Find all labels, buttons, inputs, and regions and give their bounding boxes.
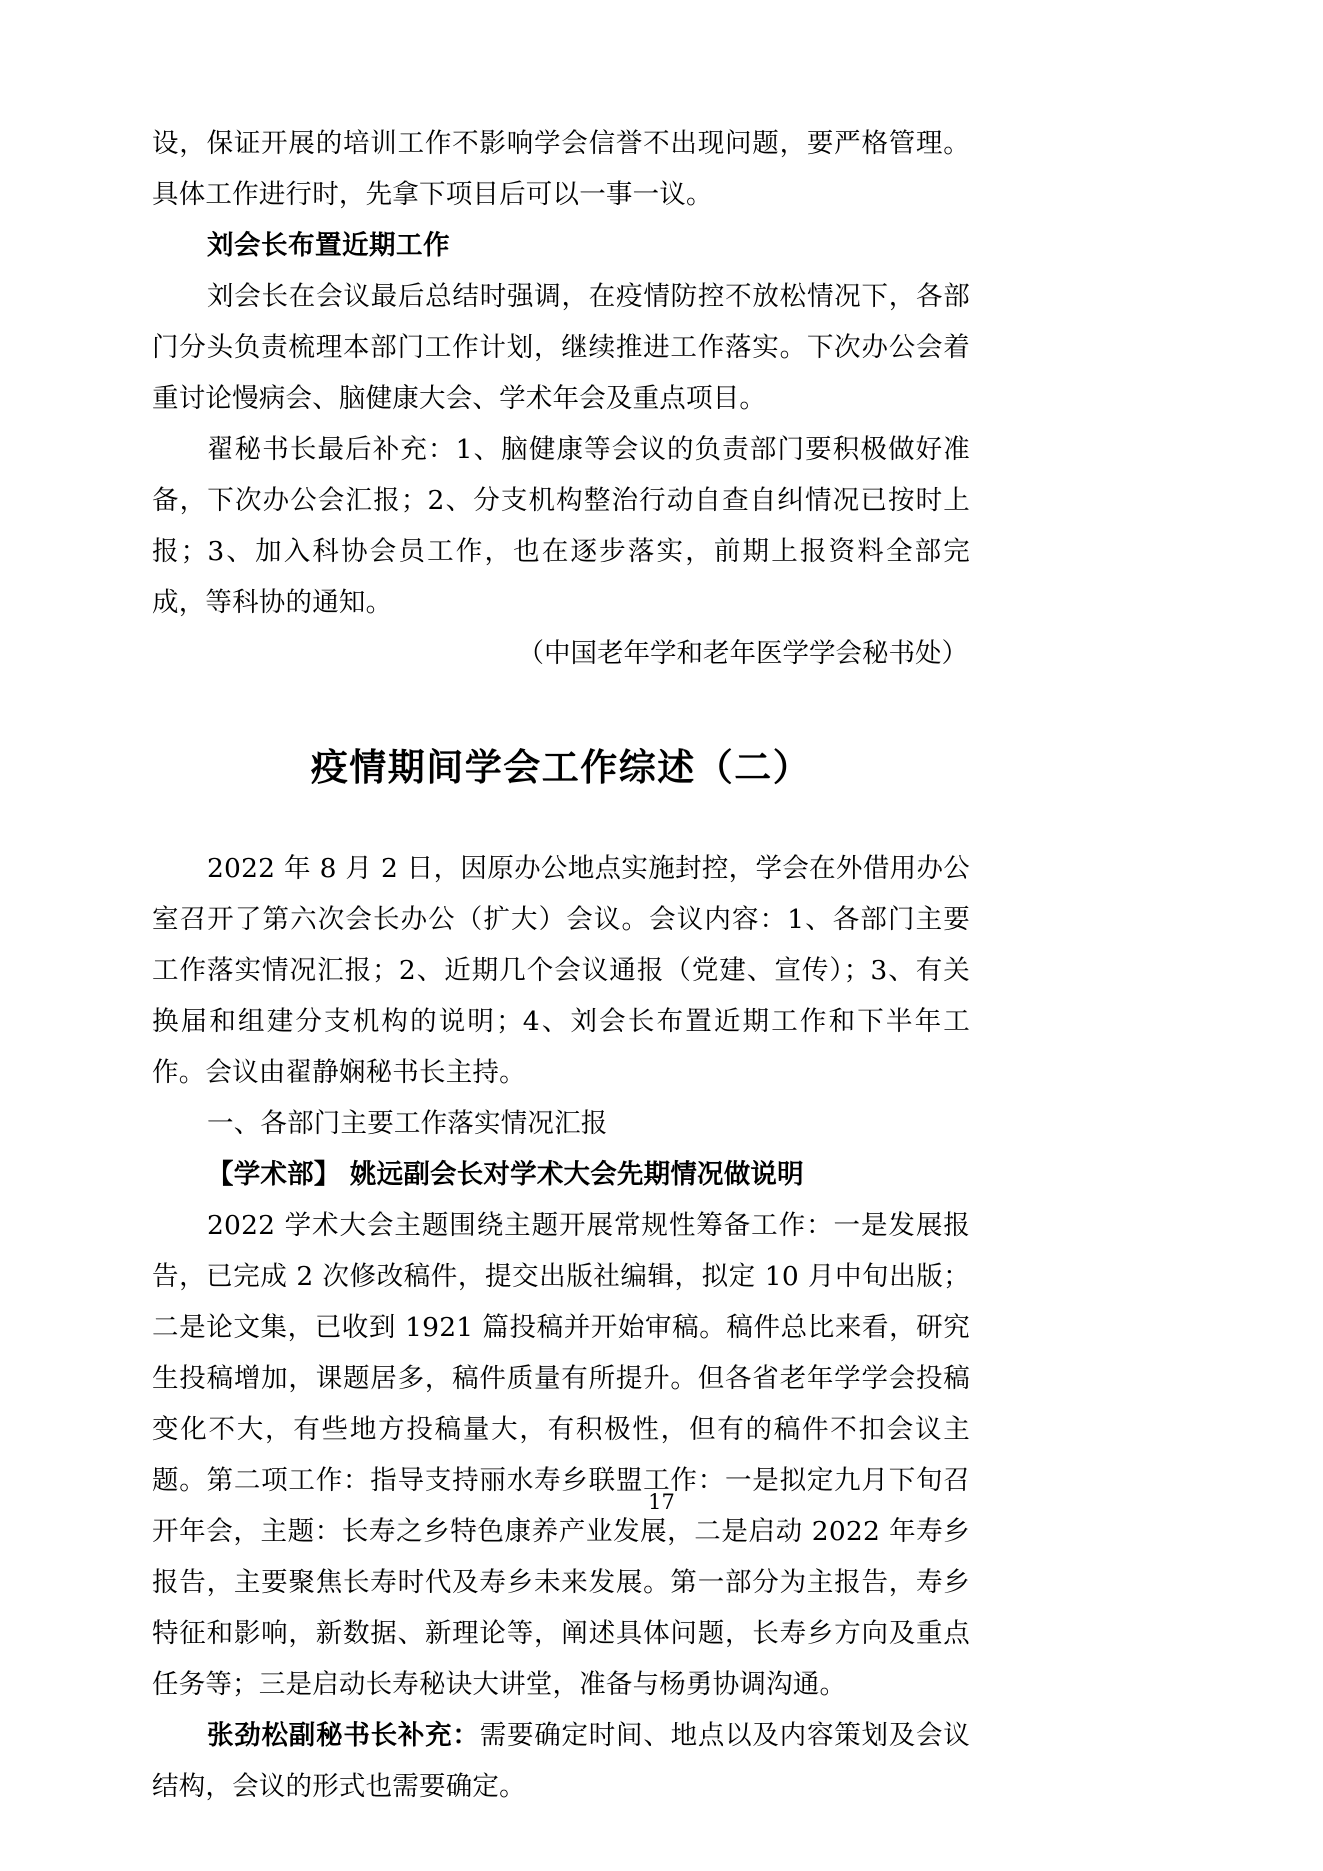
title-bottom-spacer <box>152 795 970 843</box>
paragraph-academic-body: 2022 学术大会主题围绕主题开展常规性筹备工作：一是发展报告，已完成 2 次修改稿件，提交出版社编辑，拟定 10 月中旬出版；二是论文集，已收到 1921 篇投稿并开始审稿。稿件总比来看，研究生投稿增加，课题居多，稿件质量有所提升。但各省老年学学会投稿变化不大，有些地方投稿量大，有积极性，但有的稿件不扣会议主题。第二项工作：指导支持丽水寿乡联盟工作：一是拟定九月下旬召开年会，主题：长寿之乡特色康养产业发展，二是启动 2022 年寿乡报告，主要聚焦长寿时代及寿乡未来发展。第一部分为主报告，寿乡特征和影响，新数据、新理论等，阐述具体问题，长寿乡方向及重点任务等；三是启动长寿秘诀大讲堂，准备与杨勇协调沟通。 <box>152 1210 970 1700</box>
paragraph-zhang-addition <box>152 1710 970 1812</box>
signature-secretariat: （中国老年学和老年医学学会秘书处） <box>517 638 968 669</box>
heading-liu-arrangement: 刘会长布置近期工作 <box>207 230 450 261</box>
paragraph-meeting-intro: 2022 年 8 月 2 日，因原办公地点实施封控，学会在外借用办公室召开了第六次会长办公（扩大）会议。会议内容：1、各部门主要工作落实情况汇报；2、近期几个会议通报（党建、宣传）；3、有关换届和组建分支机构的说明；4、刘会长布置近期工作和下半年工作。会议由翟静娴秘书长主持。 <box>152 853 970 1088</box>
heading-academic-dept: 【学术部】 姚远副会长对学术大会先期情况做说明 <box>207 1159 804 1190</box>
paragraph-section-one: 一、各部门主要工作落实情况汇报 <box>207 1108 608 1139</box>
paragraph-zhai-addition: 翟秘书长最后补充：1、脑健康等会议的负责部门要积极做好准备，下次办公会汇报；2、分支机构整治行动自查自纠情况已按时上报；3、加入科协会员工作，也在逐步落实，前期上报资料全部完成，等科协的通知。 <box>152 434 970 618</box>
title-top-spacer <box>152 679 970 739</box>
page-title: 疫情期间学会工作综述（二） <box>310 745 812 789</box>
paragraph-liu-summary: 刘会长在会议最后总结时强调，在疫情防控不放松情况下，各部门分头负责梳理本部门工作计划，继续推进工作落实。下次办公会着重讨论慢病会、脑健康大会、学术年会及重点项目。 <box>152 281 970 414</box>
paragraph-zhang-addition-text: 需要确定时间、地点以及内容策划及会议结构，会议的形式也需要确定。 <box>152 1720 970 1802</box>
page-content <box>152 118 970 1812</box>
page-number: 17 <box>648 1490 675 1514</box>
paragraph-continued-training: 设，保证开展的培训工作不影响学会信誉不出现问题，要严格管理。具体工作进行时，先拿下项目后可以一事一议。 <box>152 128 970 210</box>
paragraph-zhang-addition-bold-prefix: 张劲松副秘书长补充： <box>207 1720 480 1751</box>
